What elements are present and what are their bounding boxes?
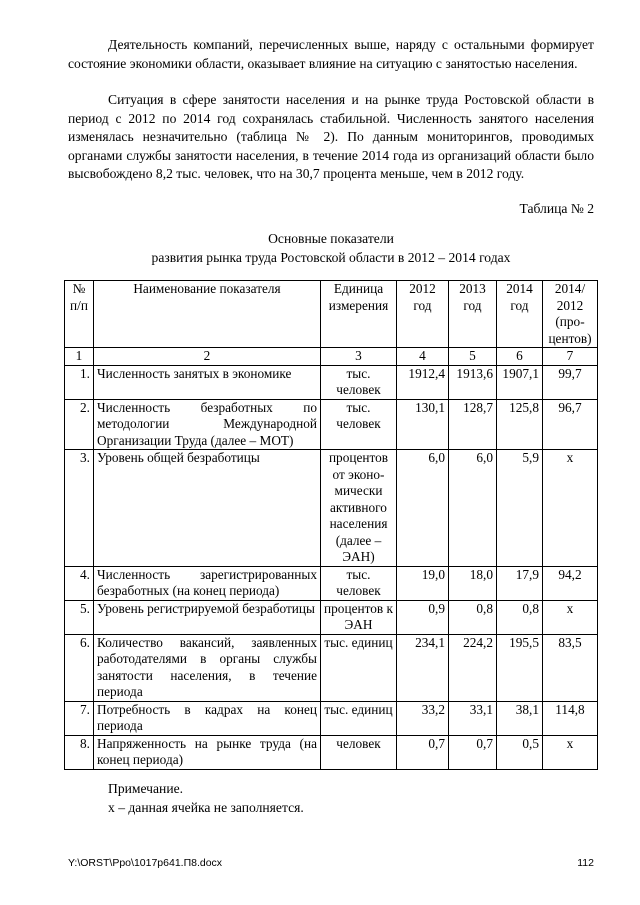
row-num: 6.: [65, 634, 94, 701]
row-unit: человек: [321, 735, 397, 769]
footer-file-path: Y:\ORST\Ppo\1017p641.П8.docx: [68, 857, 223, 869]
row-ratio: x: [543, 735, 598, 769]
row-value-2012: 0,7: [397, 735, 449, 769]
row-value-2013: 0,7: [449, 735, 497, 769]
row-unit: процентов от эконо-мически активного населения (далее – ЭАН): [321, 450, 397, 567]
table-row: [65, 634, 598, 701]
row-unit: тыс. человек: [321, 365, 397, 399]
col-number: 5: [449, 348, 497, 366]
table-row: [65, 450, 598, 567]
row-name: Количество вакансий, заявленных работодателями в органы службы занятости населения, в течение периода: [94, 634, 321, 701]
row-ratio: 99,7: [543, 365, 598, 399]
row-value-2013: 0,8: [449, 600, 497, 634]
col-number: 2: [94, 348, 321, 366]
header-unit: Единица измерения: [321, 281, 397, 348]
row-name: Численность зарегистрированных безработных (на конец периода): [94, 566, 321, 600]
row-value-2013: 128,7: [449, 399, 497, 450]
table-title-line-1: Основные показатели: [268, 231, 394, 246]
col-number: 4: [397, 348, 449, 366]
col-number: 3: [321, 348, 397, 366]
row-value-2014: 125,8: [497, 399, 543, 450]
row-num: 1.: [65, 365, 94, 399]
table-row: [65, 701, 598, 735]
row-value-2012: 1912,4: [397, 365, 449, 399]
row-ratio: 96,7: [543, 399, 598, 450]
row-num: 2.: [65, 399, 94, 450]
row-value-2014: 0,5: [497, 735, 543, 769]
note-title: Примечание.: [108, 781, 184, 796]
row-name: Численность безработных по методологии Международной Организации Труда (далее – МОТ): [94, 399, 321, 450]
col-number: 7: [543, 348, 598, 366]
row-value-2013: 1913,6: [449, 365, 497, 399]
col-number: 1: [65, 348, 94, 366]
note-text: х – данная ячейка не заполняется.: [108, 799, 304, 815]
row-value-2014: 5,9: [497, 450, 543, 567]
row-num: 4.: [65, 566, 94, 600]
row-num: 5.: [65, 600, 94, 634]
row-ratio: 83,5: [543, 634, 598, 701]
row-unit: тыс. единиц: [321, 701, 397, 735]
indicators-table: [64, 280, 598, 770]
row-ratio: x: [543, 450, 598, 567]
row-value-2014: 1907,1: [497, 365, 543, 399]
table-row: [65, 735, 598, 769]
row-ratio: 114,8: [543, 701, 598, 735]
row-ratio: 94,2: [543, 566, 598, 600]
table-row: [65, 399, 598, 450]
row-value-2014: 38,1: [497, 701, 543, 735]
header-2013: 2013 год: [449, 281, 497, 348]
header-ratio: 2014/ 2012 (про-центов): [543, 281, 598, 348]
row-name: Уровень общей безработицы: [94, 450, 321, 567]
row-ratio: x: [543, 600, 598, 634]
header-name: Наименование показателя: [94, 281, 321, 348]
table-row: [65, 365, 598, 399]
header-num: № п/п: [65, 281, 94, 348]
row-value-2012: 19,0: [397, 566, 449, 600]
row-name: Напряженность на рынке труда (на конец периода): [94, 735, 321, 769]
row-num: 3.: [65, 450, 94, 567]
row-unit: процентов к ЭАН: [321, 600, 397, 634]
row-value-2012: 33,2: [397, 701, 449, 735]
row-num: 8.: [65, 735, 94, 769]
table-title: [68, 230, 594, 267]
row-name: Потребность в кадрах на конец периода: [94, 701, 321, 735]
row-unit: тыс. человек: [321, 566, 397, 600]
table-number: Таблица № 2: [519, 201, 594, 216]
row-value-2012: 130,1: [397, 399, 449, 450]
header-2012: 2012 год: [397, 281, 449, 348]
table-header-row: [65, 281, 598, 348]
paragraph-2: Ситуация в сфере занятости населения и на рынке труда Ростовской области в период с 2012 по 2014 год сохранялась стабильной. Численность занятого населения изменялась незначительно (таблица № 2). По данным мониторингов, проводимых органами службы занятости населения, в течение 2014 года из организаций области было высвобождено 8,2 тыс. человек, что на 30,7 процента меньше, чем в 2012 году.: [68, 92, 594, 181]
table-note: [108, 780, 304, 817]
row-value-2013: 6,0: [449, 450, 497, 567]
row-value-2012: 0,9: [397, 600, 449, 634]
page-number: 112: [577, 857, 594, 869]
row-value-2013: 18,0: [449, 566, 497, 600]
row-value-2014: 0,8: [497, 600, 543, 634]
col-number: 6: [497, 348, 543, 366]
header-2014: 2014 год: [497, 281, 543, 348]
table-row: [65, 566, 598, 600]
row-value-2014: 17,9: [497, 566, 543, 600]
paragraph-1: Деятельность компаний, перечисленных выше, наряду с остальными формирует состояние экономики области, оказывает влияние на ситуацию с занятостью населения.: [68, 37, 594, 71]
row-name: Численность занятых в экономике: [94, 365, 321, 399]
row-unit: тыс. человек: [321, 399, 397, 450]
row-num: 7.: [65, 701, 94, 735]
row-value-2012: 6,0: [397, 450, 449, 567]
row-value-2012: 234,1: [397, 634, 449, 701]
row-name: Уровень регистрируемой безработицы: [94, 600, 321, 634]
column-number-row: [65, 348, 598, 366]
table-title-line-2: развития рынка труда Ростовской области в 2012 – 2014 годах: [151, 249, 511, 265]
row-unit: тыс. единиц: [321, 634, 397, 701]
row-value-2013: 224,2: [449, 634, 497, 701]
row-value-2013: 33,1: [449, 701, 497, 735]
row-value-2014: 195,5: [497, 634, 543, 701]
table-row: [65, 600, 598, 634]
